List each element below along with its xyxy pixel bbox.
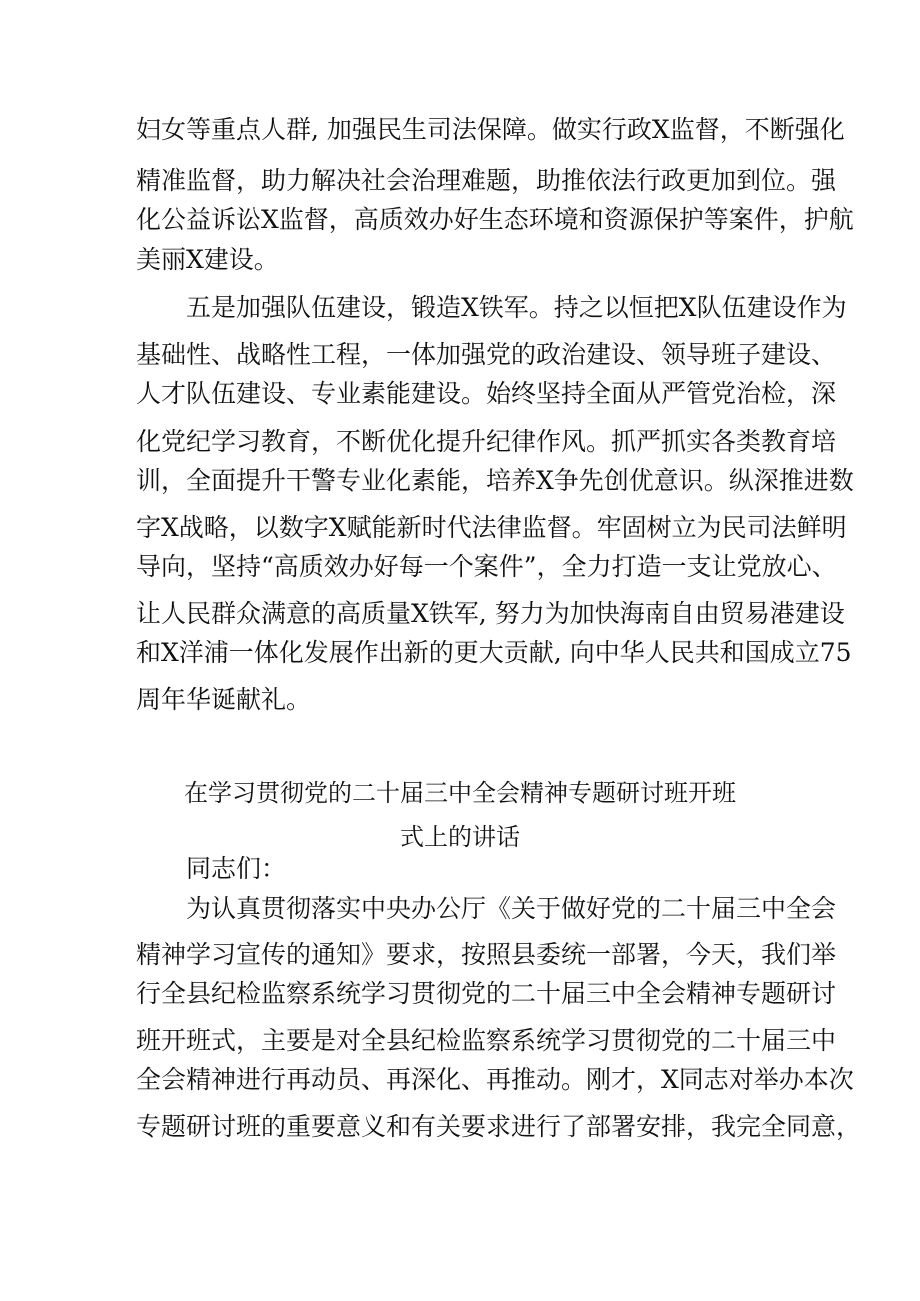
- paragraph-line: 专题研讨班的重要意义和有关要求进行了部署安排，我完全同意，: [136, 1112, 862, 1141]
- paragraph-line: 精准监督，助力解决社会治理难题，助推依法行政更加到位。强: [136, 166, 837, 195]
- paragraph-line: 五是加强队伍建设，锻造X铁军。持之以恒把X队伍建设作为: [186, 293, 847, 322]
- paragraph-line: 化公益诉讼X监督，高质效办好生态环境和资源保护等案件，护航: [136, 205, 854, 234]
- paragraph-line: 全会精神进行再动员、再深化、再推动。刚才，X同志对举办本次: [136, 1065, 854, 1094]
- paragraph-line: 训，全面提升干警专业化素能，培养X争先创优意识。纵深推进数: [136, 466, 854, 495]
- paragraph-line: 和X洋浦一体化发展作出新的更大贡献, 向中华人民共和国成立75: [136, 638, 852, 667]
- paragraph-line: 妇女等重点人群, 加强民生司法保障。做实行政X监督，不断强化: [136, 115, 845, 144]
- speech-title-line-1: 在学习贯彻党的二十届三中全会精神专题研讨班开班: [184, 779, 736, 807]
- paragraph-line: 为认真贯彻落实中央办公厅《关于做好党的二十届三中全会: [186, 894, 837, 923]
- paragraph-line: 导向，坚持“高质效办好每一个案件”，全力打造一支让党放心、: [136, 552, 837, 581]
- paragraph-line: 美丽X建设。: [136, 245, 279, 274]
- paragraph-line: 周年华诞献礼。: [136, 685, 312, 714]
- paragraph-line: 精神学习宣传的通知》要求，按照县委统一部署，今天，我们举: [136, 940, 837, 969]
- speech-title-line-2: 式上的讲话: [400, 823, 520, 851]
- paragraph-line: 班开班式，主要是对全县纪检监察系统学习贯彻党的二十届三中: [136, 1026, 837, 1055]
- paragraph-line: 让人民群众满意的高质量X铁军, 努力为加快海南自由贸易港建设: [136, 599, 845, 628]
- paragraph-line: 基础性、战略性工程，一体加强党的政治建设、领导班子建设、: [136, 340, 837, 369]
- paragraph-line: 化党纪学习教育，不断优化提升纪律作风。抓严抓实各类教育培: [136, 427, 837, 456]
- paragraph-line: 行全县纪检监察系统学习贯彻党的二十届三中全会精神专题研讨: [136, 979, 837, 1008]
- salutation: 同志们：: [186, 854, 287, 883]
- paragraph-line: 人才队伍建设、专业素能建设。始终坚持全面从严管党治检，深: [136, 379, 837, 408]
- paragraph-line: 字X战略，以数字X赋能新时代法律监督。牢固树立为民司法鲜明: [136, 513, 847, 542]
